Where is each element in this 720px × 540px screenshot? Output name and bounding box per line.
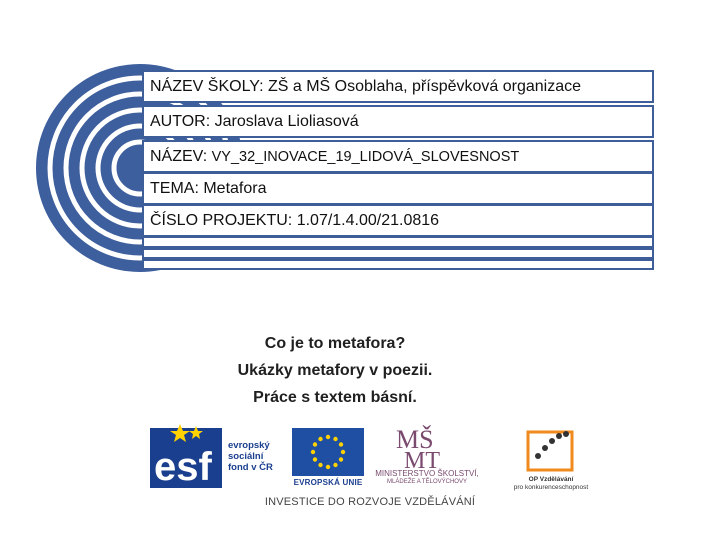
eu-star — [318, 463, 322, 467]
op-caption: OP Vzdělávání pro konkurenceschopnost — [513, 476, 589, 491]
eu-star — [311, 450, 315, 454]
eu-star — [341, 450, 345, 454]
svg-text:esf: esf — [154, 445, 212, 489]
subtitle-line-1: Co je to metafora? — [264, 335, 406, 352]
subtitle-line-3: Práce s textem básní. — [253, 389, 417, 406]
school-name-row — [142, 70, 654, 103]
eu-star — [326, 435, 330, 439]
eu-star — [333, 437, 337, 441]
project-number-row — [142, 204, 654, 237]
esf-caption: evropský sociální fond v ČR — [228, 440, 273, 473]
svg-text:MŠ: MŠ — [396, 425, 434, 454]
svg-text:MT: MT — [404, 448, 440, 468]
op-education-icon — [508, 426, 594, 474]
eu-star — [313, 457, 317, 461]
msmt-emblem-icon — [368, 424, 486, 468]
eu-caption: EVROPSKÁ UNIE — [293, 478, 363, 487]
subtitle-line-2: Ukázky metafory v poezii. — [237, 362, 433, 379]
title-prefix: NÁZEV: — [150, 148, 212, 165]
eu-star — [318, 437, 322, 441]
esf-logo — [150, 422, 276, 492]
empty-row-3 — [142, 259, 654, 270]
eu-star — [339, 457, 343, 461]
school-name-text: NÁZEV ŠKOLY: ZŠ a MŠ Osoblaha, příspěvková organizace — [150, 78, 582, 95]
author-text: AUTOR: Jaroslava Lioliasová — [150, 113, 359, 130]
msmt-logo — [368, 424, 486, 494]
topic-text: TEMA: Metafora — [150, 180, 267, 197]
eu-flag-icon — [292, 428, 364, 476]
logos-strip — [150, 422, 590, 522]
eu-star — [326, 465, 330, 469]
subtitle-block — [180, 330, 490, 411]
title-value: VY_32_INOVACE_19_LIDOVÁ_SLOVESNOST — [211, 149, 520, 165]
op-logo — [508, 426, 594, 492]
topic-row — [142, 172, 654, 205]
investment-footer: INVESTICE DO ROZVOJE VZDĚLÁVÁNÍ — [264, 496, 476, 508]
eu-star — [313, 442, 317, 446]
eu-star — [339, 442, 343, 446]
author-row — [142, 105, 654, 138]
empty-row-2 — [142, 248, 654, 259]
empty-row-1 — [142, 236, 654, 248]
msmt-caption: MINISTERSTVO ŠKOLSTVÍ, MLÁDEŽE A TĚLOVÝCHOVY — [375, 469, 479, 485]
eu-logo — [282, 428, 374, 492]
project-number-text: ČÍSLO PROJEKTU: 1.07/1.4.00/21.0816 — [150, 212, 440, 229]
title-row — [142, 140, 654, 173]
eu-star — [333, 463, 337, 467]
